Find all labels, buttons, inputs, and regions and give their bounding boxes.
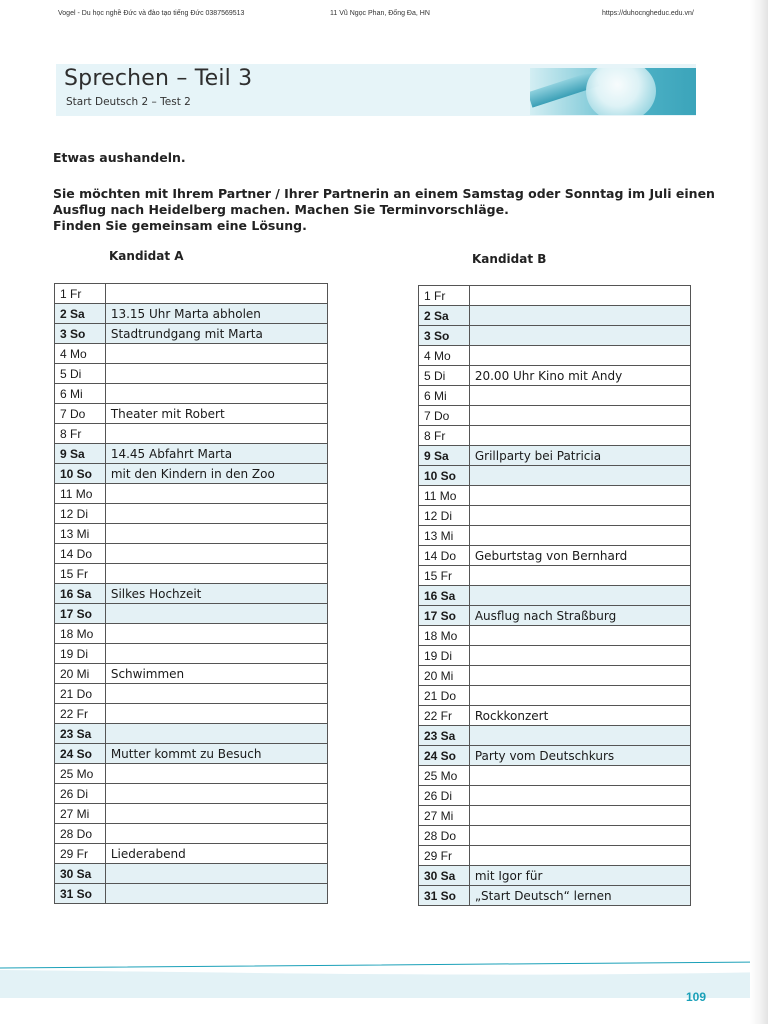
- calendar-row: [419, 606, 691, 626]
- task-line: Sie möchten mit Ihrem Partner / Ihrer Partnerin an einem Samstag oder Sonntag im Juli einen: [53, 186, 715, 201]
- calendar-row: [419, 286, 691, 306]
- calendar-day: 9 Sa: [419, 446, 470, 466]
- calendar-row: [55, 664, 328, 684]
- calendar-note: [105, 704, 327, 724]
- calendar-row: [55, 464, 328, 484]
- calendar-row: [419, 306, 691, 326]
- kandidat-a-label: Kandidat A: [109, 249, 184, 263]
- calendar-day: 16 Sa: [55, 584, 106, 604]
- calendar-row: [55, 504, 328, 524]
- calendar-note: [469, 726, 690, 746]
- calendar-kandidat-b: [418, 285, 691, 906]
- calendar-row: [55, 344, 328, 364]
- calendar-row: [55, 524, 328, 544]
- calendar-day: 27 Mi: [55, 804, 106, 824]
- calendar-day: 25 Mo: [419, 766, 470, 786]
- calendar-row: [419, 846, 691, 866]
- calendar-day: 23 Sa: [419, 726, 470, 746]
- calendar-day: 25 Mo: [55, 764, 106, 784]
- task-line: Finden Sie gemeinsam eine Lösung.: [53, 218, 307, 233]
- calendar-day: 14 Do: [55, 544, 106, 564]
- intro-text: Etwas aushandeln.: [53, 150, 186, 165]
- calendar-note: Mutter kommt zu Besuch: [105, 744, 327, 764]
- calendar-row: [55, 604, 328, 624]
- calendar-day: 10 So: [419, 466, 470, 486]
- calendar-row: [419, 466, 691, 486]
- calendar-note: 20.00 Uhr Kino mit Andy: [469, 366, 690, 386]
- calendar-note: [469, 766, 690, 786]
- calendar-day: 9 Sa: [55, 444, 106, 464]
- publisher-info: Vogel - Du học nghề Đức và đào tạo tiếng Đức 0387569513: [58, 10, 245, 17]
- calendar-note: [105, 504, 327, 524]
- calendar-note: [105, 644, 327, 664]
- calendar-day: 11 Mo: [55, 484, 106, 504]
- calendar-day: 8 Fr: [419, 426, 470, 446]
- calendar-row: [419, 706, 691, 726]
- calendar-row: [55, 444, 328, 464]
- calendar-note: [469, 786, 690, 806]
- calendar-day: 8 Fr: [55, 424, 106, 444]
- calendar-note: [105, 364, 327, 384]
- calendar-note: [469, 486, 690, 506]
- calendar-row: [419, 866, 691, 886]
- calendar-row: [419, 646, 691, 666]
- calendar-note: [105, 684, 327, 704]
- calendar-note: [469, 346, 690, 366]
- calendar-day: 5 Di: [55, 364, 106, 384]
- calendar-day: 26 Di: [419, 786, 470, 806]
- calendar-row: [55, 804, 328, 824]
- calendar-day: 22 Fr: [55, 704, 106, 724]
- calendar-day: 19 Di: [419, 646, 470, 666]
- calendar-day: 4 Mo: [55, 344, 106, 364]
- calendar-row: [55, 544, 328, 564]
- calendar-note: [469, 526, 690, 546]
- calendar-day: 22 Fr: [419, 706, 470, 726]
- calendar-day: 23 Sa: [55, 724, 106, 744]
- calendar-row: [419, 806, 691, 826]
- calendar-note: [469, 626, 690, 646]
- calendar-day: 2 Sa: [55, 304, 106, 324]
- calendar-day: 17 So: [419, 606, 470, 626]
- calendar-note: Rockkonzert: [469, 706, 690, 726]
- calendar-note: [105, 824, 327, 844]
- calendar-day: 6 Mi: [419, 386, 470, 406]
- calendar-row: [55, 824, 328, 844]
- calendar-note: Ausflug nach Straßburg: [469, 606, 690, 626]
- calendar-day: 27 Mi: [419, 806, 470, 826]
- calendar-row: [55, 684, 328, 704]
- calendar-row: [419, 506, 691, 526]
- calendar-row: [55, 884, 328, 904]
- calendar-note: [469, 506, 690, 526]
- calendar-row: [419, 826, 691, 846]
- calendar-note: [469, 826, 690, 846]
- calendar-day: 17 So: [55, 604, 106, 624]
- calendar-row: [55, 364, 328, 384]
- calendar-note: [469, 646, 690, 666]
- calendar-day: 30 Sa: [55, 864, 106, 884]
- calendar-note: [469, 386, 690, 406]
- calendar-row: [419, 726, 691, 746]
- calendar-note: Stadtrundgang mit Marta: [105, 324, 327, 344]
- calendar-note: [105, 784, 327, 804]
- calendar-note: [105, 384, 327, 404]
- calendar-note: 13.15 Uhr Marta abholen: [105, 304, 327, 324]
- calendar-row: [55, 844, 328, 864]
- calendar-note: [469, 286, 690, 306]
- calendar-day: 3 So: [419, 326, 470, 346]
- calendar-row: [55, 864, 328, 884]
- calendar-row: [419, 786, 691, 806]
- calendar-note: „Start Deutsch“ lernen: [469, 886, 690, 906]
- calendar-row: [55, 424, 328, 444]
- calendar-day: 20 Mi: [55, 664, 106, 684]
- calendar-note: [469, 406, 690, 426]
- calendar-note: [469, 846, 690, 866]
- calendar-day: 19 Di: [55, 644, 106, 664]
- task-line: Ausflug nach Heidelberg machen. Machen Sie Terminvorschläge.: [53, 202, 509, 217]
- microphone-icon: [586, 68, 656, 115]
- calendar-row: [55, 484, 328, 504]
- calendar-row: [55, 744, 328, 764]
- footer-wave: [0, 958, 768, 998]
- page-subtitle: Start Deutsch 2 – Test 2: [66, 96, 191, 108]
- calendar-row: [419, 366, 691, 386]
- calendar-row: [419, 526, 691, 546]
- calendar-day: 26 Di: [55, 784, 106, 804]
- calendar-row: [419, 566, 691, 586]
- page-number: 109: [686, 990, 707, 1004]
- calendar-day: 14 Do: [419, 546, 470, 566]
- calendar-note: [105, 284, 327, 304]
- calendar-note: [469, 306, 690, 326]
- calendar-note: mit Igor für: [469, 866, 690, 886]
- calendar-note: 14.45 Abfahrt Marta: [105, 444, 327, 464]
- calendar-note: [105, 764, 327, 784]
- calendar-row: [55, 284, 328, 304]
- page-header-line: [0, 8, 768, 22]
- calendar-note: Theater mit Robert: [105, 404, 327, 424]
- calendar-row: [419, 426, 691, 446]
- calendar-day: 31 So: [419, 886, 470, 906]
- calendar-row: [419, 386, 691, 406]
- kandidat-b-label: Kandidat B: [472, 252, 547, 266]
- calendar-row: [55, 724, 328, 744]
- calendar-row: [55, 624, 328, 644]
- calendar-row: [419, 486, 691, 506]
- calendar-note: [469, 326, 690, 346]
- calendar-row: [419, 586, 691, 606]
- calendar-day: 28 Do: [419, 826, 470, 846]
- calendar-row: [419, 546, 691, 566]
- calendar-note: [469, 466, 690, 486]
- calendar-note: Geburtstag von Bernhard: [469, 546, 690, 566]
- address-info: 11 Vũ Ngọc Phan, Đống Đa, HN: [330, 10, 430, 17]
- calendar-day: 13 Mi: [419, 526, 470, 546]
- calendar-row: [419, 626, 691, 646]
- calendar-row: [419, 886, 691, 906]
- calendar-day: 1 Fr: [419, 286, 470, 306]
- calendar-note: [469, 586, 690, 606]
- calendar-row: [419, 746, 691, 766]
- calendar-note: [105, 724, 327, 744]
- calendar-note: Grillparty bei Patricia: [469, 446, 690, 466]
- calendar-day: 10 So: [55, 464, 106, 484]
- calendar-row: [419, 446, 691, 466]
- website-url: https://duhocngheduc.edu.vn/: [602, 10, 694, 17]
- calendar-note: [105, 864, 327, 884]
- calendar-day: 12 Di: [55, 504, 106, 524]
- calendar-day: 18 Mo: [419, 626, 470, 646]
- calendar-day: 7 Do: [419, 406, 470, 426]
- calendar-row: [55, 564, 328, 584]
- calendar-day: 30 Sa: [419, 866, 470, 886]
- calendar-note: [105, 884, 327, 904]
- calendar-note: [105, 804, 327, 824]
- calendar-day: 29 Fr: [55, 844, 106, 864]
- calendar-note: Party vom Deutschkurs: [469, 746, 690, 766]
- calendar-row: [55, 584, 328, 604]
- calendar-note: [469, 806, 690, 826]
- calendar-note: [469, 566, 690, 586]
- task-instructions: [53, 186, 715, 234]
- calendar-note: [105, 524, 327, 544]
- calendar-day: 7 Do: [55, 404, 106, 424]
- calendar-row: [419, 346, 691, 366]
- calendar-day: 20 Mi: [419, 666, 470, 686]
- calendar-note: Schwimmen: [105, 664, 327, 684]
- calendar-row: [55, 324, 328, 344]
- calendar-row: [55, 304, 328, 324]
- calendar-row: [55, 404, 328, 424]
- calendar-day: 3 So: [55, 324, 106, 344]
- calendar-day: 15 Fr: [419, 566, 470, 586]
- calendar-day: 6 Mi: [55, 384, 106, 404]
- calendar-row: [55, 704, 328, 724]
- calendar-row: [419, 406, 691, 426]
- calendar-note: [105, 624, 327, 644]
- calendar-note: [105, 424, 327, 444]
- microphone-image: [530, 68, 696, 115]
- calendar-day: 31 So: [55, 884, 106, 904]
- calendar-note: Silkes Hochzeit: [105, 584, 327, 604]
- calendar-day: 4 Mo: [419, 346, 470, 366]
- calendar-day: 11 Mo: [419, 486, 470, 506]
- calendar-day: 1 Fr: [55, 284, 106, 304]
- calendar-day: 2 Sa: [419, 306, 470, 326]
- calendar-day: 12 Di: [419, 506, 470, 526]
- calendar-day: 29 Fr: [419, 846, 470, 866]
- calendar-row: [419, 326, 691, 346]
- calendar-note: mit den Kindern in den Zoo: [105, 464, 327, 484]
- calendar-day: 15 Fr: [55, 564, 106, 584]
- calendar-day: 16 Sa: [419, 586, 470, 606]
- calendar-day: 13 Mi: [55, 524, 106, 544]
- page-edge-shadow: [750, 0, 768, 1024]
- calendar-row: [55, 384, 328, 404]
- calendar-day: 21 Do: [419, 686, 470, 706]
- calendar-note: [105, 604, 327, 624]
- calendar-note: [469, 666, 690, 686]
- calendar-day: 21 Do: [55, 684, 106, 704]
- calendar-day: 24 So: [419, 746, 470, 766]
- calendar-note: [105, 484, 327, 504]
- calendar-note: [469, 686, 690, 706]
- calendar-day: 5 Di: [419, 366, 470, 386]
- calendar-kandidat-a: [54, 283, 328, 904]
- calendar-row: [55, 764, 328, 784]
- calendar-day: 24 So: [55, 744, 106, 764]
- calendar-row: [419, 766, 691, 786]
- page-title: Sprechen – Teil 3: [64, 66, 253, 91]
- calendar-note: [105, 544, 327, 564]
- calendar-day: 28 Do: [55, 824, 106, 844]
- calendar-note: Liederabend: [105, 844, 327, 864]
- calendar-note: [105, 564, 327, 584]
- calendar-row: [419, 666, 691, 686]
- calendar-day: 18 Mo: [55, 624, 106, 644]
- calendar-row: [55, 784, 328, 804]
- calendar-row: [419, 686, 691, 706]
- calendar-note: [105, 344, 327, 364]
- calendar-row: [55, 644, 328, 664]
- calendar-note: [469, 426, 690, 446]
